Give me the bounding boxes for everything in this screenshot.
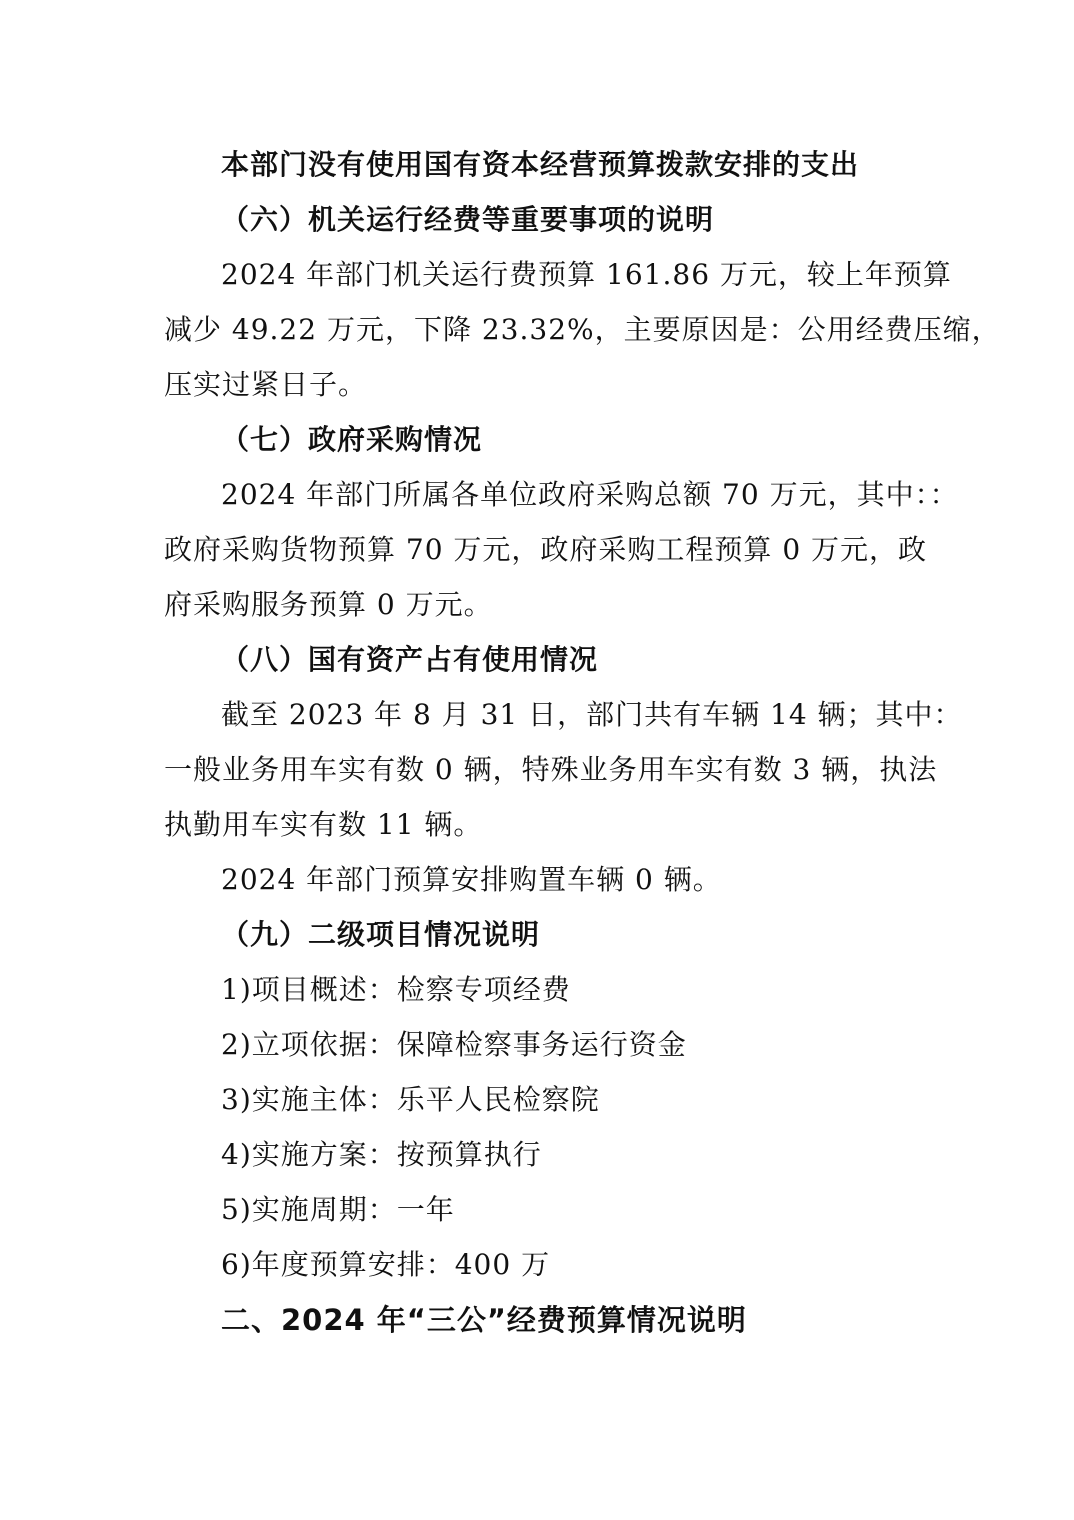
section-7-line-2: 政府采购货物预算 70 万元，政府采购工程预算 0 万元，政 xyxy=(164,533,928,566)
section-8-line-2: 一般业务用车实有数 0 辆，特殊业务用车实有数 3 辆，执法 xyxy=(164,753,938,786)
section-two-heading: 二、2024 年“三公”经费预算情况说明 xyxy=(221,1303,747,1337)
section-9-item-1: 1)项目概述：检察专项经费 xyxy=(221,973,571,1006)
section-7-line-1: 2024 年部门所属各单位政府采购总额 70 万元，其中：： xyxy=(221,478,959,511)
section-8-line-1: 截至 2023 年 8 月 31 日，部门共有车辆 14 辆；其中： xyxy=(221,698,963,731)
section-9-item-3: 3)实施主体：乐平人民检察院 xyxy=(221,1083,600,1116)
section-9-item-5: 5)实施周期：一年 xyxy=(221,1193,455,1226)
section-6-line-1: 2024 年部门机关运行费预算 161.86 万元，较上年预算 xyxy=(221,258,952,291)
section-8-extra: 2024 年部门预算安排购置车辆 0 辆。 xyxy=(221,863,722,896)
section-9-heading: （九）二级项目情况说明 xyxy=(221,918,541,951)
section-9-item-4: 4)实施方案：按预算执行 xyxy=(221,1138,542,1171)
intro-line: 本部门没有使用国有资本经营预算拨款安排的支出 xyxy=(221,148,860,181)
section-7-heading: （七）政府采购情况 xyxy=(221,423,483,456)
section-6-line-3: 压实过紧日子。 xyxy=(164,368,368,401)
section-9-item-2: 2)立项依据：保障检察事务运行资金 xyxy=(221,1028,687,1061)
section-8-line-3: 执勤用车实有数 11 辆。 xyxy=(164,808,483,841)
section-9-item-6: 6)年度预算安排：400 万 xyxy=(221,1248,551,1281)
section-8-heading: （八）国有资产占有使用情况 xyxy=(221,643,599,676)
section-7-line-3: 府采购服务预算 0 万元。 xyxy=(164,588,493,621)
section-6-line-2: 减少 49.22 万元，下降 23.32%，主要原因是：公用经费压缩， xyxy=(164,313,1001,346)
section-6-heading: （六）机关运行经费等重要事项的说明 xyxy=(221,203,715,236)
